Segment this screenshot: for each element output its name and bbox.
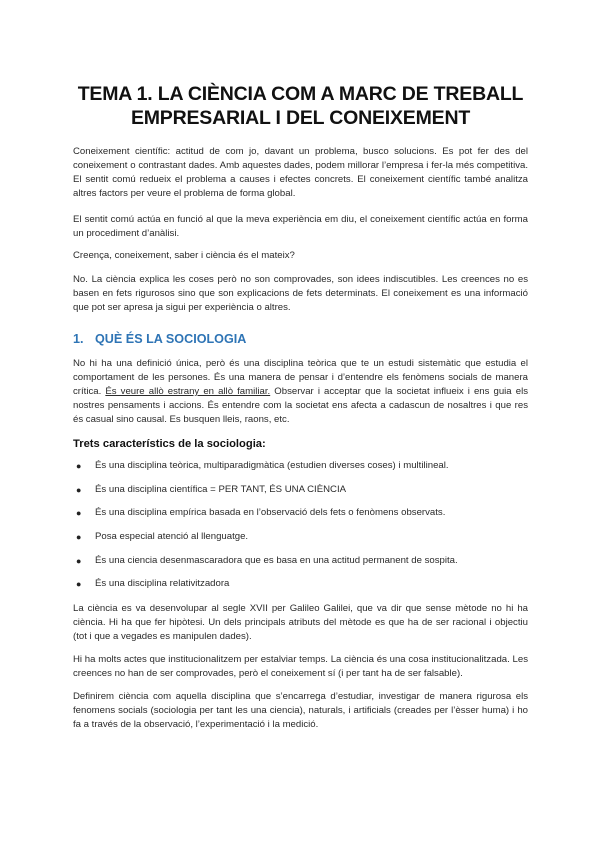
section-number: 1. bbox=[73, 332, 84, 346]
bullet-icon: ● bbox=[76, 579, 82, 590]
list-item-text: És una disciplina científica = PER TANT, ÉS UNA CIÈNCIA bbox=[95, 483, 347, 495]
paragraph-answer: No. La ciència explica les coses però no son comprovades, son idees indiscutibles. Les creences no es basen en fets rigurosos sino que son explicacions de fets determinats. El coneixement es una informació que pot ser apresa ja sigui per experiència o altres. bbox=[73, 274, 528, 313]
section-title: QUÈ ÉS LA SOCIOLOGIA bbox=[95, 332, 247, 346]
list-item-text: És una disciplina teòrica, multiparadigmàtica (estudien diverses coses) i multilineal. bbox=[95, 460, 449, 471]
list-item bbox=[73, 531, 528, 543]
title-line-2: EMPRESARIAL I DEL CONEIXEMENT bbox=[130, 107, 471, 129]
section-heading-sociology bbox=[73, 331, 528, 347]
paragraph-scientific-knowledge: Coneixement científic: actitud de com jo, davant un problema, busco solucions. Es pot fer des del coneixement o contrastant dades. Amb aquestes dades, podem millorar l’empresa i fer-la més competitiva. El sentit comú redueix el problema a causes i efectes concrets. El coneixement científic també analitza altres factors per veure el problema de forma global. bbox=[73, 146, 528, 199]
bullet-icon: ● bbox=[76, 532, 82, 543]
paragraph-question: Creença, coneixement, saber i ciència és el mateix? bbox=[73, 250, 295, 261]
list-item bbox=[73, 555, 528, 567]
bullet-icon: ● bbox=[76, 555, 82, 566]
list-item-text: Posa especial atenció al llenguatge. bbox=[95, 531, 249, 543]
list-item-text: És una ciencia desenmascaradora que es basa en una actitud permanent de sospita. bbox=[95, 554, 458, 566]
list-item bbox=[73, 578, 528, 590]
definition-underlined-text: És veure allò estrany en allò familiar. bbox=[105, 386, 271, 397]
traits-list bbox=[73, 460, 528, 590]
paragraph-common-sense: El sentit comú actúa en funció al que la meva experiència em diu, el coneixement científic actúa en forma un procediment d’anàlisi. bbox=[73, 214, 528, 239]
bullet-icon: ● bbox=[76, 484, 82, 495]
definition-text-part-2: Observar i acceptar que la societat influeix i ens guia els nostres pensaments i accions. És entendre com la societat ens afecta a cadascun de nosaltres i que res és casual sino causal. Es busquen lleis, raons, etc. bbox=[73, 386, 529, 425]
bullet-icon: ● bbox=[76, 461, 82, 471]
paragraph-sociology-definition bbox=[73, 357, 528, 427]
list-item bbox=[73, 507, 528, 519]
list-item bbox=[73, 484, 528, 496]
paragraph-galileo: La ciència es va desenvolupar al segle XVII per Galileo Galilei, que va dir que sense mètode no hi ha ciència. Hi ha que fer hipòtesi. Un dels principals atributs del mètode es que ha de ser racional i objectiu (tot i que a vegades es manipulen dades). bbox=[73, 603, 528, 643]
paragraph-science-definition: Definirem ciència com aquella disciplina que s’encarrega d’estudiar, investigar de manera rigurosa els fenomens socials (sociologia per tant les una ciencia), naturals, i artificials (creades per l’èsser huma) i ho fa a través de la observació, l’experimentació i la medició. bbox=[73, 691, 528, 731]
paragraph-institutionalization: Hi ha molts actes que institucionalitzem per estalviar temps. La ciència és una cosa institucionalitzada. Les creences no han de ser comprovades, però el coneixement sí (i per tant ha de ser falsable). bbox=[73, 654, 528, 680]
list-item-text: És una disciplina empírica basada en l’observació dels fets o fenòmens observats. bbox=[95, 507, 446, 519]
definition-text-part-1: No hi ha una definició única, però és una disciplina teòrica que te un estudi sistemàtic que estudia el comportament de les persones. És una manera de pensar i d’entendre els fenòmens socials de manera crítica. bbox=[73, 358, 528, 397]
list-item-text: És una disciplina relativitzadora bbox=[95, 578, 230, 590]
list-item bbox=[73, 460, 528, 472]
bullet-icon: ● bbox=[76, 508, 82, 519]
title-line-1: TEMA 1. LA CIÈNCIA COM A MARC DE TREBALL bbox=[77, 83, 524, 105]
page-title bbox=[73, 0, 528, 130]
traits-heading: Trets característics de la sociologia: bbox=[73, 438, 266, 450]
